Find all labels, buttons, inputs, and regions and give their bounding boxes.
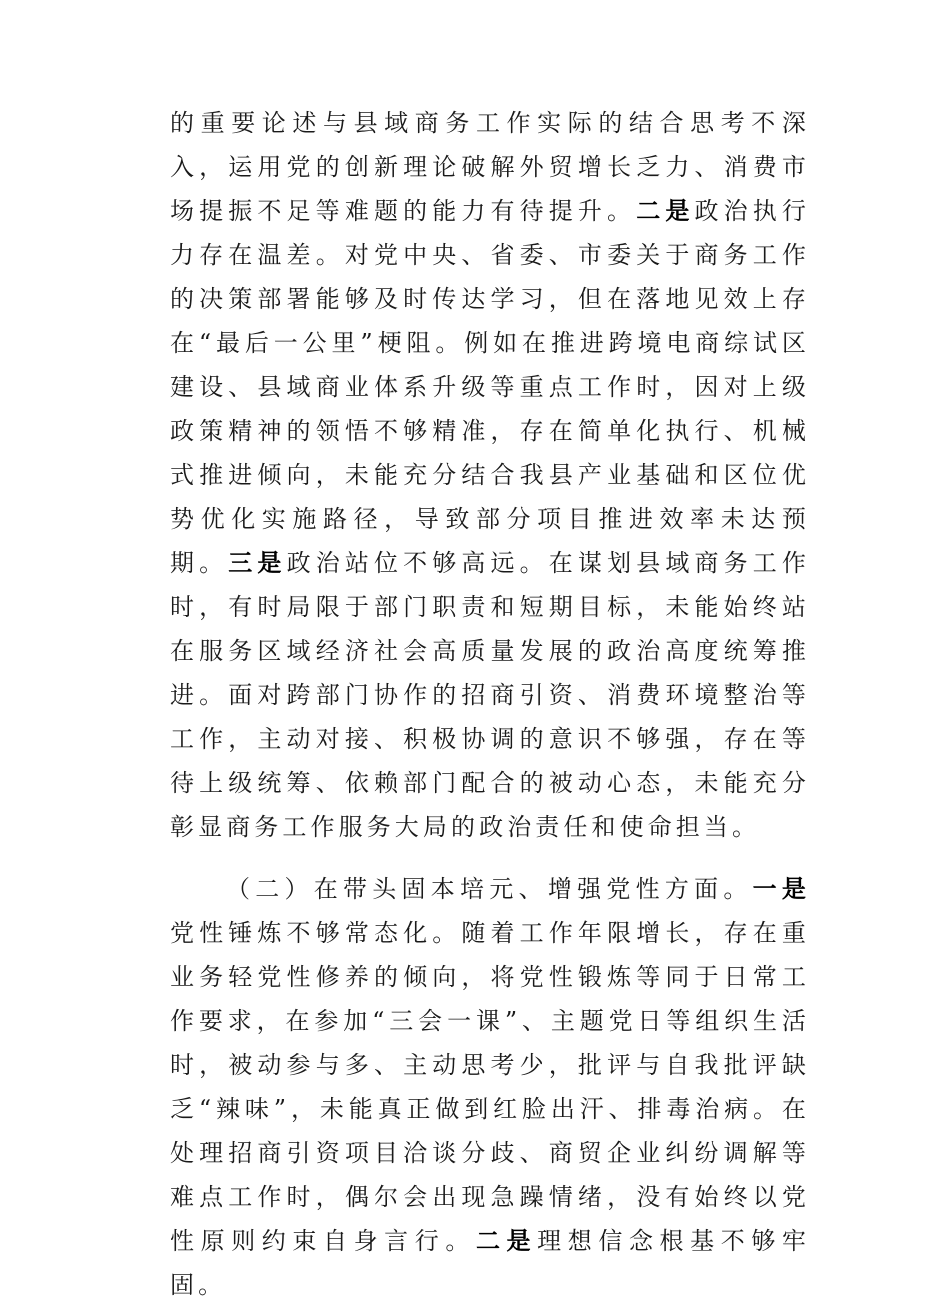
document-page — [170, 101, 810, 1307]
paragraph-2-text: 党性锤炼不够常态化。随着工作年限增长，存在重业务轻党性修养的倾向，将党性锻炼等同于日常工作要求，在参加“三会一课”、主题党日等组织生活时，被动参与多、主动思考少，批评与自我批评缺乏“辣味”，未能真正做到红脸出汗、排毒治病。在处理招商引资项目洽谈分歧、商贸企业纠纷调解等难点工作时，偶尔会出现急躁情绪，没有始终以党性原则约束自身言行。 — [170, 919, 810, 1255]
section-heading-2: （二）在带头固本培元、增强党性方面。 — [226, 875, 753, 903]
paragraph-1 — [170, 101, 810, 849]
paragraph-2-text: 理想信念根基不够牢固。 — [170, 1227, 811, 1299]
bold-marker-er-shi: 二是 — [636, 196, 695, 225]
bold-marker-yi-shi: 一是 — [752, 874, 810, 903]
bold-marker-san-shi: 三是 — [228, 548, 287, 577]
paragraph-1-text: 政治执行力存在温差。对党中央、省委、市委关于商务工作的决策部署能够及时传达学习，但在落地见效上存在“最后一公里”梗阻。例如在推进跨境电商综试区建设、县域商业体系升级等重点工作时，因对上级政策精神的领悟不够精准，存在简单化执行、机械式推进倾向，未能充分结合我县产业基础和区位优势优化实施路径，导致部分项目推进效率未达预期。 — [170, 197, 810, 577]
paragraph-1-text: 政治站位不够高远。在谋划县域商务工作时，有时局限于部门职责和短期目标，未能始终站在服务区域经济社会高质量发展的政治高度统筹推进。面对跨部门协作的招商引资、消费环境整治等工作，主动对接、积极协调的意识不够强，存在等待上级统筹、依赖部门配合的被动心态，未能充分彰显商务工作服务大局的政治责任和使命担当。 — [170, 549, 810, 841]
paragraph-1-text: 的重要论述与县域商务工作实际的结合思考不深入，运用党的创新理论破解外贸增长乏力、消费市场提振不足等难题的能力有待提升。 — [170, 109, 810, 225]
paragraph-2 — [170, 867, 810, 1307]
bold-marker-er-shi: 二是 — [475, 1226, 538, 1255]
